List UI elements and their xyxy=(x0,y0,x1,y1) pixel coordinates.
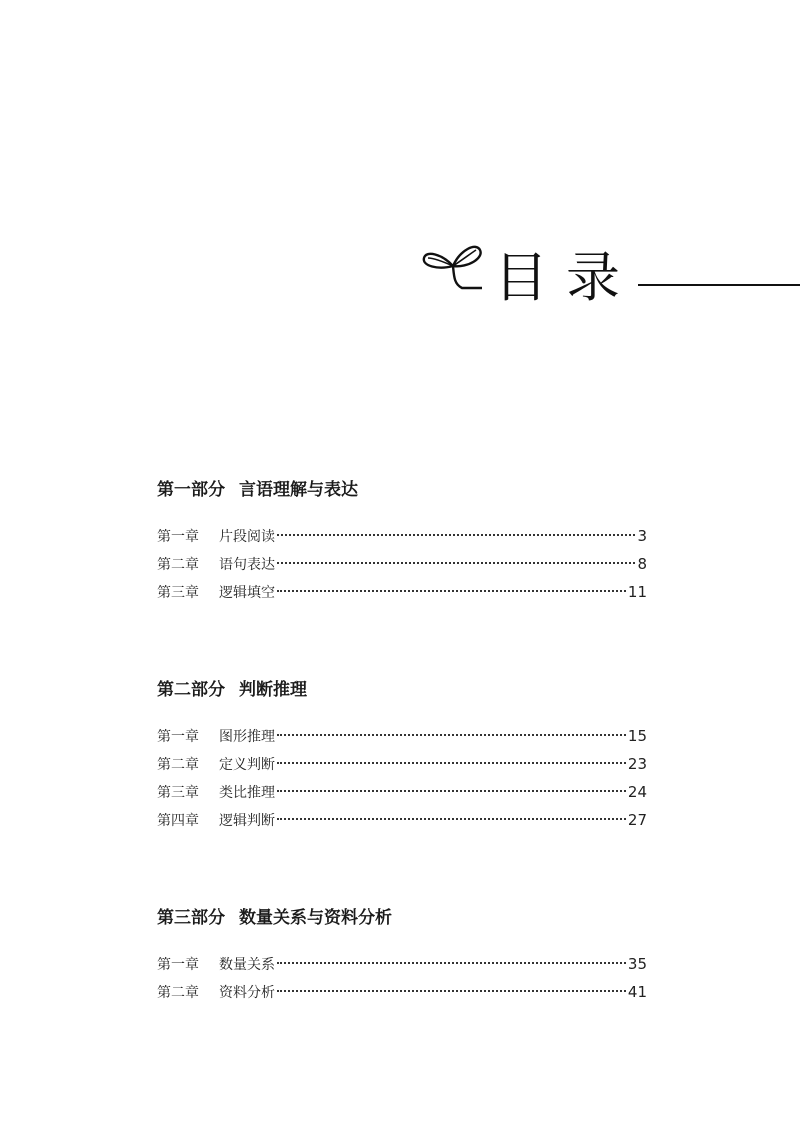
toc-part xyxy=(157,676,647,834)
chapter-label: 第四章 xyxy=(157,813,199,829)
dot-leader xyxy=(277,762,626,764)
chapter-name: 语句表达 xyxy=(219,557,275,573)
toc-part xyxy=(157,476,647,606)
dot-leader xyxy=(277,962,626,964)
page-number: 24 xyxy=(627,783,647,801)
chapter-name: 逻辑判断 xyxy=(219,813,275,829)
dot-leader xyxy=(277,734,626,736)
toc-entry[interactable] xyxy=(157,778,647,806)
toc-entry[interactable] xyxy=(157,522,647,550)
dot-leader xyxy=(277,534,635,536)
chapter-label: 第一章 xyxy=(157,729,199,745)
dot-leader xyxy=(277,562,635,564)
chapter-label: 第一章 xyxy=(157,529,199,545)
chapter-name: 数量关系 xyxy=(219,957,275,973)
sprout-icon xyxy=(420,236,490,296)
toc-part xyxy=(157,904,647,1006)
part-title xyxy=(157,676,647,704)
toc-entry[interactable] xyxy=(157,578,647,606)
page-number: 8 xyxy=(637,555,647,573)
chapter-name: 片段阅读 xyxy=(219,529,275,545)
toc-entry[interactable] xyxy=(157,722,647,750)
chapter-label: 第一章 xyxy=(157,957,199,973)
page-number: 15 xyxy=(627,727,647,745)
part-label: 第二部分 xyxy=(157,680,225,700)
toc-header xyxy=(420,228,800,318)
page-number: 27 xyxy=(627,811,647,829)
chapter-name: 资料分析 xyxy=(219,985,275,1001)
toc-entry[interactable] xyxy=(157,978,647,1006)
part-title xyxy=(157,904,647,932)
chapter-label: 第三章 xyxy=(157,585,199,601)
page-number: 23 xyxy=(627,755,647,773)
toc-entry[interactable] xyxy=(157,750,647,778)
chapter-name: 定义判断 xyxy=(219,757,275,773)
part-name: 数量关系与资料分析 xyxy=(239,908,392,928)
part-name: 判断推理 xyxy=(239,680,307,700)
toc-entry[interactable] xyxy=(157,950,647,978)
page-number: 35 xyxy=(627,955,647,973)
dot-leader xyxy=(277,590,626,592)
dot-leader xyxy=(277,790,626,792)
dot-leader xyxy=(277,818,626,820)
chapter-name: 图形推理 xyxy=(219,729,275,745)
toc-entry[interactable] xyxy=(157,806,647,834)
part-label: 第一部分 xyxy=(157,480,225,500)
chapter-name: 类比推理 xyxy=(219,785,275,801)
page-title: 目录 xyxy=(494,246,638,309)
page-number: 3 xyxy=(637,527,647,545)
page-number: 41 xyxy=(627,983,647,1001)
toc-entry[interactable] xyxy=(157,550,647,578)
title-rule xyxy=(638,284,800,286)
chapter-label: 第二章 xyxy=(157,757,199,773)
chapter-label: 第二章 xyxy=(157,985,199,1001)
chapter-name: 逻辑填空 xyxy=(219,585,275,601)
part-title xyxy=(157,476,647,504)
dot-leader xyxy=(277,990,626,992)
page-number: 11 xyxy=(627,583,647,601)
chapter-label: 第二章 xyxy=(157,557,199,573)
table-of-contents xyxy=(157,476,647,1076)
part-name: 言语理解与表达 xyxy=(239,480,358,500)
part-label: 第三部分 xyxy=(157,908,225,928)
chapter-label: 第三章 xyxy=(157,785,199,801)
